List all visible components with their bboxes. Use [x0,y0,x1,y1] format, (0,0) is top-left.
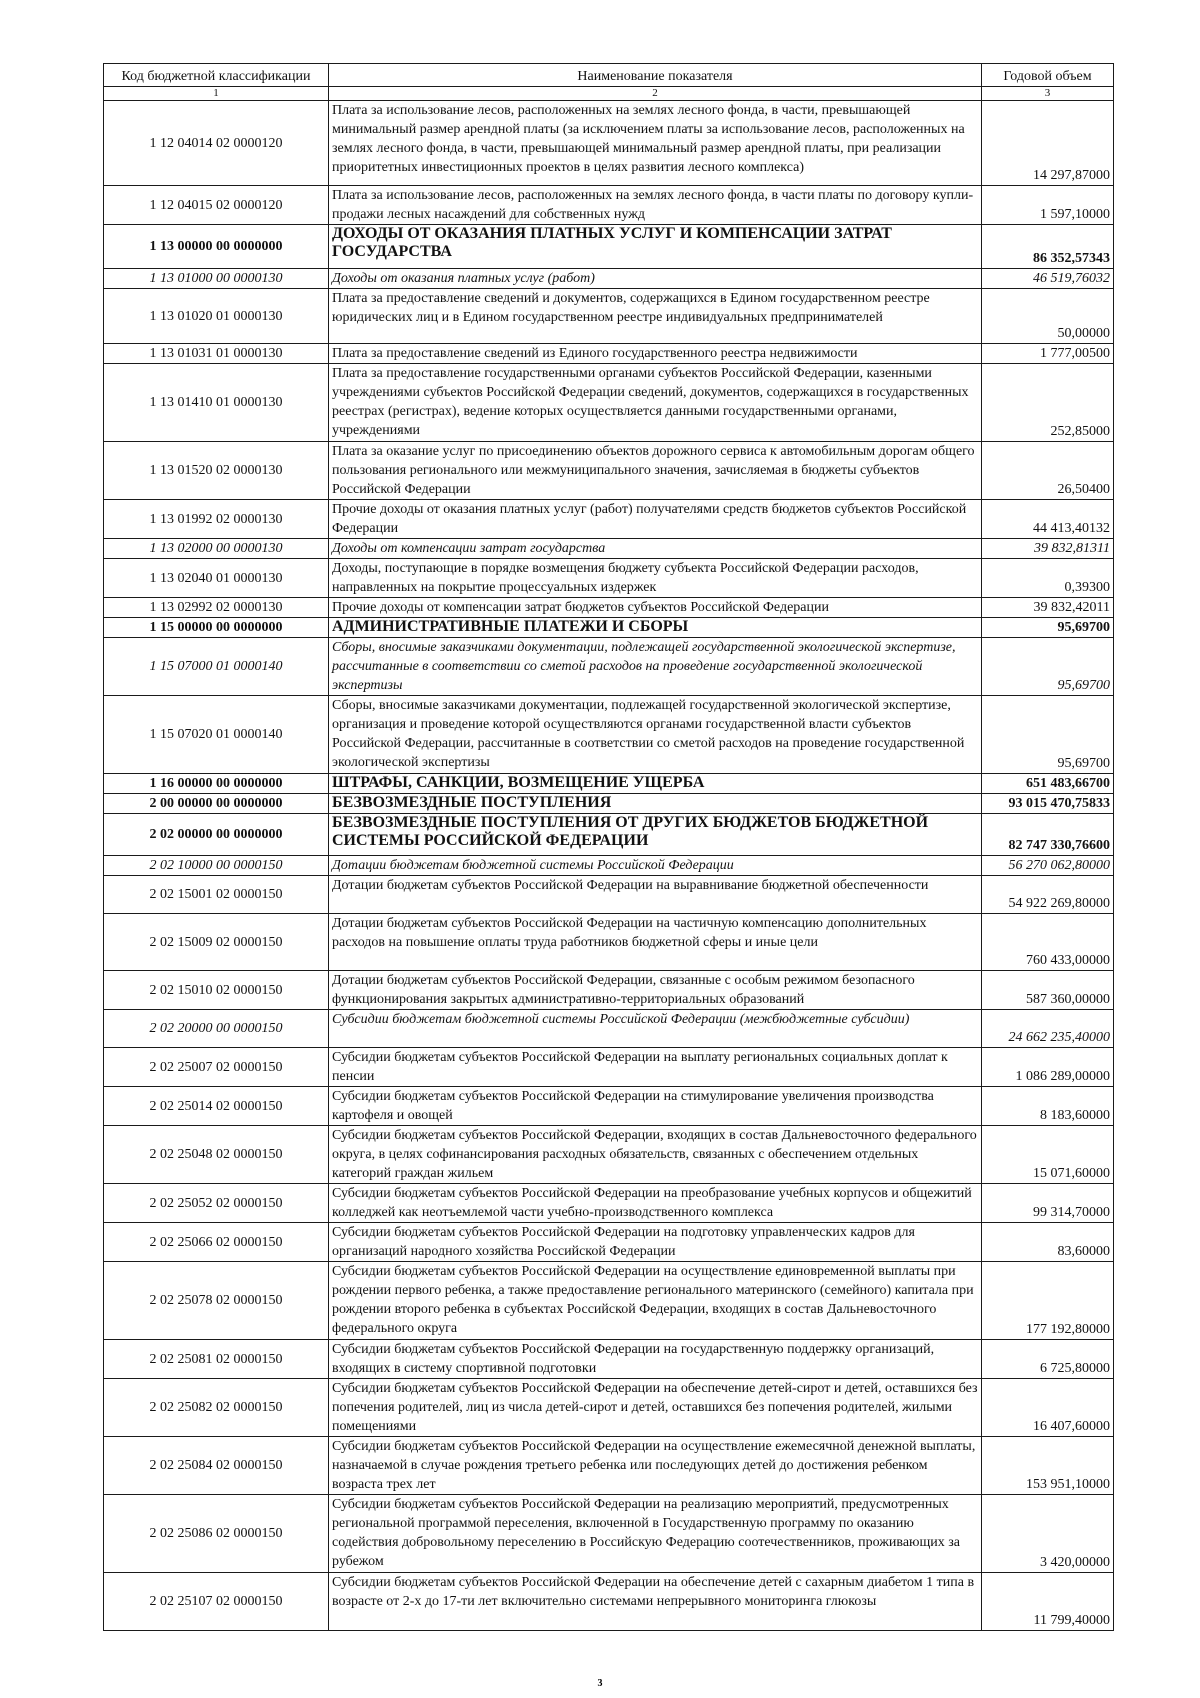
table-row [104,638,1114,696]
table-row [104,1048,1114,1087]
row-code: 2 02 25081 02 0000150 [104,1340,329,1379]
row-value: 760 433,00000 [982,914,1114,971]
row-name: Дотации бюджетам субъектов Российской Федерации на выравнивание бюджетной обеспеченности [329,876,982,914]
table-row [104,618,1114,638]
row-code: 2 02 25066 02 0000150 [104,1223,329,1262]
row-value: 587 360,00000 [982,971,1114,1010]
row-name: Доходы от компенсации затрат государства [329,539,982,559]
row-code: 1 13 00000 00 0000000 [104,225,329,269]
row-code: 2 02 10000 00 0000150 [104,856,329,876]
row-code: 1 13 01992 02 0000130 [104,500,329,539]
column-number: 3 [982,87,1114,101]
table-row [104,1126,1114,1184]
row-value: 44 413,40132 [982,500,1114,539]
row-name: Прочие доходы от компенсации затрат бюджетов субъектов Российской Федерации [329,598,982,618]
table-row [104,269,1114,289]
row-value: 8 183,60000 [982,1087,1114,1126]
row-value: 95,69700 [982,696,1114,774]
table-row [104,814,1114,856]
row-code: 1 13 02992 02 0000130 [104,598,329,618]
table-body [104,101,1114,1631]
table-row [104,101,1114,186]
row-name: Плата за использование лесов, расположенных на землях лесного фонда, в части платы по договору купли-продажи лесных насаждений для собственных нужд [329,186,982,225]
row-name: Субсидии бюджетам субъектов Российской Федерации на осуществление ежемесячной денежной выплаты, назначаемой в случае рождения третьего ребенка или последующих детей до достижения ребенком возраста трех лет [329,1437,982,1495]
column-number: 2 [329,87,982,101]
table-row [104,225,1114,269]
row-name: Плата за предоставление сведений из Единого государственного реестра недвижимости [329,344,982,364]
budget-revenue-table [103,63,1114,1631]
row-name: Дотации бюджетам бюджетной системы Российской Федерации [329,856,982,876]
row-value: 6 725,80000 [982,1340,1114,1379]
row-name: Субсидии бюджетам бюджетной системы Российской Федерации (межбюджетные субсидии) [329,1010,982,1048]
row-code: 1 12 04014 02 0000120 [104,101,329,186]
row-code: 1 15 07020 01 0000140 [104,696,329,774]
table-row [104,364,1114,442]
table-row [104,876,1114,914]
row-code: 1 13 01410 01 0000130 [104,364,329,442]
row-code: 2 02 15010 02 0000150 [104,971,329,1010]
row-value: 82 747 330,76600 [982,814,1114,856]
row-name: Субсидии бюджетам субъектов Российской Федерации, входящих в состав Дальневосточного федерального округа, в целях софинансирования расходных обязательств, связанных с обеспечением отдельных категорий граждан жильем [329,1126,982,1184]
row-value: 95,69700 [982,618,1114,638]
row-value: 54 922 269,80000 [982,876,1114,914]
column-number-row [104,87,1114,101]
row-value: 93 015 470,75833 [982,794,1114,814]
table-row [104,344,1114,364]
row-name: Субсидии бюджетам субъектов Российской Федерации на обеспечение детей-сирот и детей, оставшихся без попечения родителей, лиц из числа детей-сирот и детей, оставшихся без попечения родителей, жилыми помещениями [329,1379,982,1437]
row-code: 2 02 25052 02 0000150 [104,1184,329,1223]
row-name: Сборы, вносимые заказчиками документации, подлежащей государственной экологической экспертизе, рассчитанные в соответствии со сметой расходов на проведение государственной экологической экспертизы [329,638,982,696]
row-name: Плата за оказание услуг по присоединению объектов дорожного сервиса к автомобильным дорогам общего пользования регионального или межмуниципального значения, зачисляемая в бюджеты субъектов Российской Федерации [329,442,982,500]
table-row [104,1223,1114,1262]
page-number: 3 [597,1678,603,1689]
table-row [104,500,1114,539]
table-row [104,442,1114,500]
row-name: БЕЗВОЗМЕЗДНЫЕ ПОСТУПЛЕНИЯ [329,794,982,814]
table-row [104,289,1114,344]
row-value: 651 483,66700 [982,774,1114,794]
table-row [104,971,1114,1010]
table-row [104,598,1114,618]
table-row [104,856,1114,876]
row-value: 1 086 289,00000 [982,1048,1114,1087]
row-code: 2 02 25086 02 0000150 [104,1495,329,1573]
row-name: Субсидии бюджетам субъектов Российской Федерации на выплату региональных социальных доплат к пенсии [329,1048,982,1087]
row-name: Плата за использование лесов, расположенных на землях лесного фонда, в части, превышающей минимальный размер арендной платы (за исключением платы за использование лесов, расположенных на землях лесного фонда, в части, превышающей минимальный размер арендной платы, при реализации приоритетных инвестиционных проектов в целях развития лесного комплекса) [329,101,982,186]
table-header-row [104,64,1114,87]
row-code: 2 02 15001 02 0000150 [104,876,329,914]
row-value: 50,00000 [982,289,1114,344]
row-value: 99 314,70000 [982,1184,1114,1223]
row-name: Субсидии бюджетам субъектов Российской Федерации на обеспечение детей с сахарным диабетом 1 типа в возрасте от 2-х до 17-ти лет включительно системами непрерывного мониторинга глюкозы [329,1573,982,1631]
row-code: 2 00 00000 00 0000000 [104,794,329,814]
row-value: 11 799,40000 [982,1573,1114,1631]
row-value: 1 597,10000 [982,186,1114,225]
row-code: 2 02 15009 02 0000150 [104,914,329,971]
row-name: Прочие доходы от оказания платных услуг (работ) получателями средств бюджетов субъектов Российской Федерации [329,500,982,539]
row-code: 1 16 00000 00 0000000 [104,774,329,794]
row-code: 1 13 01520 02 0000130 [104,442,329,500]
row-name: Субсидии бюджетам субъектов Российской Федерации на подготовку управленческих кадров для организаций народного хозяйства Российской Федерации [329,1223,982,1262]
row-value: 46 519,76032 [982,269,1114,289]
row-code: 2 02 25078 02 0000150 [104,1262,329,1340]
row-name: Сборы, вносимые заказчиками документации, подлежащей государственной экологической экспертизе, организация и проведение которой осуществляются органами государственной власти субъектов Российской Федерации, рассчитанные в соответствии со сметой расходов на проведение государственной экологической экспертизы [329,696,982,774]
row-value: 86 352,57343 [982,225,1114,269]
row-value: 252,85000 [982,364,1114,442]
header-annual-volume: Годовой объем [982,64,1114,87]
row-code: 2 02 25048 02 0000150 [104,1126,329,1184]
row-value: 56 270 062,80000 [982,856,1114,876]
row-code: 1 13 01031 01 0000130 [104,344,329,364]
row-name: Дотации бюджетам субъектов Российской Федерации на частичную компенсацию дополнительных расходов на повышение оплаты труда работников бюджетной сферы и иные цели [329,914,982,971]
table-row [104,774,1114,794]
table-row [104,1437,1114,1495]
row-value: 83,60000 [982,1223,1114,1262]
header-indicator-name: Наименование показателя [329,64,982,87]
row-name: ДОХОДЫ ОТ ОКАЗАНИЯ ПЛАТНЫХ УСЛУГ И КОМПЕНСАЦИИ ЗАТРАТ ГОСУДАРСТВА [329,225,982,269]
row-name: Субсидии бюджетам субъектов Российской Федерации на реализацию мероприятий, предусмотренных региональной программой переселения, включенной в Государственную программу по оказанию содействия добровольному переселению в Российскую Федерацию соотечественников, проживающих за рубежом [329,1495,982,1573]
table-row [104,1495,1114,1573]
row-name: АДМИНИСТРАТИВНЫЕ ПЛАТЕЖИ И СБОРЫ [329,618,982,638]
row-name: Субсидии бюджетам субъектов Российской Федерации на преобразование учебных корпусов и общежитий колледжей как неотъемлемой части учебно-производственного комплекса [329,1184,982,1223]
row-name: ШТРАФЫ, САНКЦИИ, ВОЗМЕЩЕНИЕ УЩЕРБА [329,774,982,794]
table-row [104,914,1114,971]
row-value: 153 951,10000 [982,1437,1114,1495]
row-value: 16 407,60000 [982,1379,1114,1437]
row-name: Доходы, поступающие в порядке возмещения бюджету субъекта Российской Федерации расходов, направленных на покрытие процессуальных издержек [329,559,982,598]
row-value: 0,39300 [982,559,1114,598]
table-row [104,696,1114,774]
row-code: 2 02 25082 02 0000150 [104,1379,329,1437]
row-code: 1 12 04015 02 0000120 [104,186,329,225]
row-code: 1 15 07000 01 0000140 [104,638,329,696]
row-value: 26,50400 [982,442,1114,500]
row-code: 1 13 02000 00 0000130 [104,539,329,559]
row-code: 2 02 25084 02 0000150 [104,1437,329,1495]
row-name: Дотации бюджетам субъектов Российской Федерации, связанные с особым режимом безопасного функционирования закрытых административно-территориальных образований [329,971,982,1010]
table-row [104,1573,1114,1631]
row-code: 2 02 25007 02 0000150 [104,1048,329,1087]
row-code: 2 02 20000 00 0000150 [104,1010,329,1048]
table-row [104,1010,1114,1048]
row-value: 3 420,00000 [982,1495,1114,1573]
row-code: 1 13 02040 01 0000130 [104,559,329,598]
row-value: 14 297,87000 [982,101,1114,186]
row-value: 177 192,80000 [982,1262,1114,1340]
row-value: 95,69700 [982,638,1114,696]
column-number: 1 [104,87,329,101]
row-name: Субсидии бюджетам субъектов Российской Федерации на стимулирование увеличения производства картофеля и овощей [329,1087,982,1126]
row-name: Плата за предоставление государственными органами субъектов Российской Федерации, казенными учреждениями субъектов Российской Федерации сведений, документов, содержащихся в государственных реестрах (регистрах), ведение которых осуществляется данными государственными органами, учреждениями [329,364,982,442]
row-name: БЕЗВОЗМЕЗДНЫЕ ПОСТУПЛЕНИЯ ОТ ДРУГИХ БЮДЖЕТОВ БЮДЖЕТНОЙ СИСТЕМЫ РОССИЙСКОЙ ФЕДЕРАЦИИ [329,814,982,856]
row-code: 2 02 25107 02 0000150 [104,1573,329,1631]
row-code: 1 13 01020 01 0000130 [104,289,329,344]
row-code: 1 13 01000 00 0000130 [104,269,329,289]
row-value: 39 832,42011 [982,598,1114,618]
row-name: Субсидии бюджетам субъектов Российской Федерации на государственную поддержку организаций, входящих в систему спортивной подготовки [329,1340,982,1379]
row-value: 15 071,60000 [982,1126,1114,1184]
table-row [104,559,1114,598]
row-name: Доходы от оказания платных услуг (работ) [329,269,982,289]
table-row [104,1262,1114,1340]
row-value: 1 777,00500 [982,344,1114,364]
table-row [104,539,1114,559]
row-value: 24 662 235,40000 [982,1010,1114,1048]
table-row [104,1379,1114,1437]
row-name: Плата за предоставление сведений и документов, содержащихся в Едином государственном реестре юридических лиц и в Едином государственном реестре индивидуальных предпринимателей [329,289,982,344]
row-value: 39 832,81311 [982,539,1114,559]
row-name: Субсидии бюджетам субъектов Российской Федерации на осуществление единовременной выплаты при рождении первого ребенка, а также предоставление регионального материнского (семейного) капитала при рождении второго ребенка в субъектах Российской Федерации, входящих в состав Дальневосточного федерального округа [329,1262,982,1340]
row-code: 2 02 00000 00 0000000 [104,814,329,856]
table-row [104,1340,1114,1379]
row-code: 2 02 25014 02 0000150 [104,1087,329,1126]
row-code: 1 15 00000 00 0000000 [104,618,329,638]
table-row [104,794,1114,814]
table-row [104,186,1114,225]
table-row [104,1184,1114,1223]
header-budget-code: Код бюджетной классификации [104,64,329,87]
table-row [104,1087,1114,1126]
